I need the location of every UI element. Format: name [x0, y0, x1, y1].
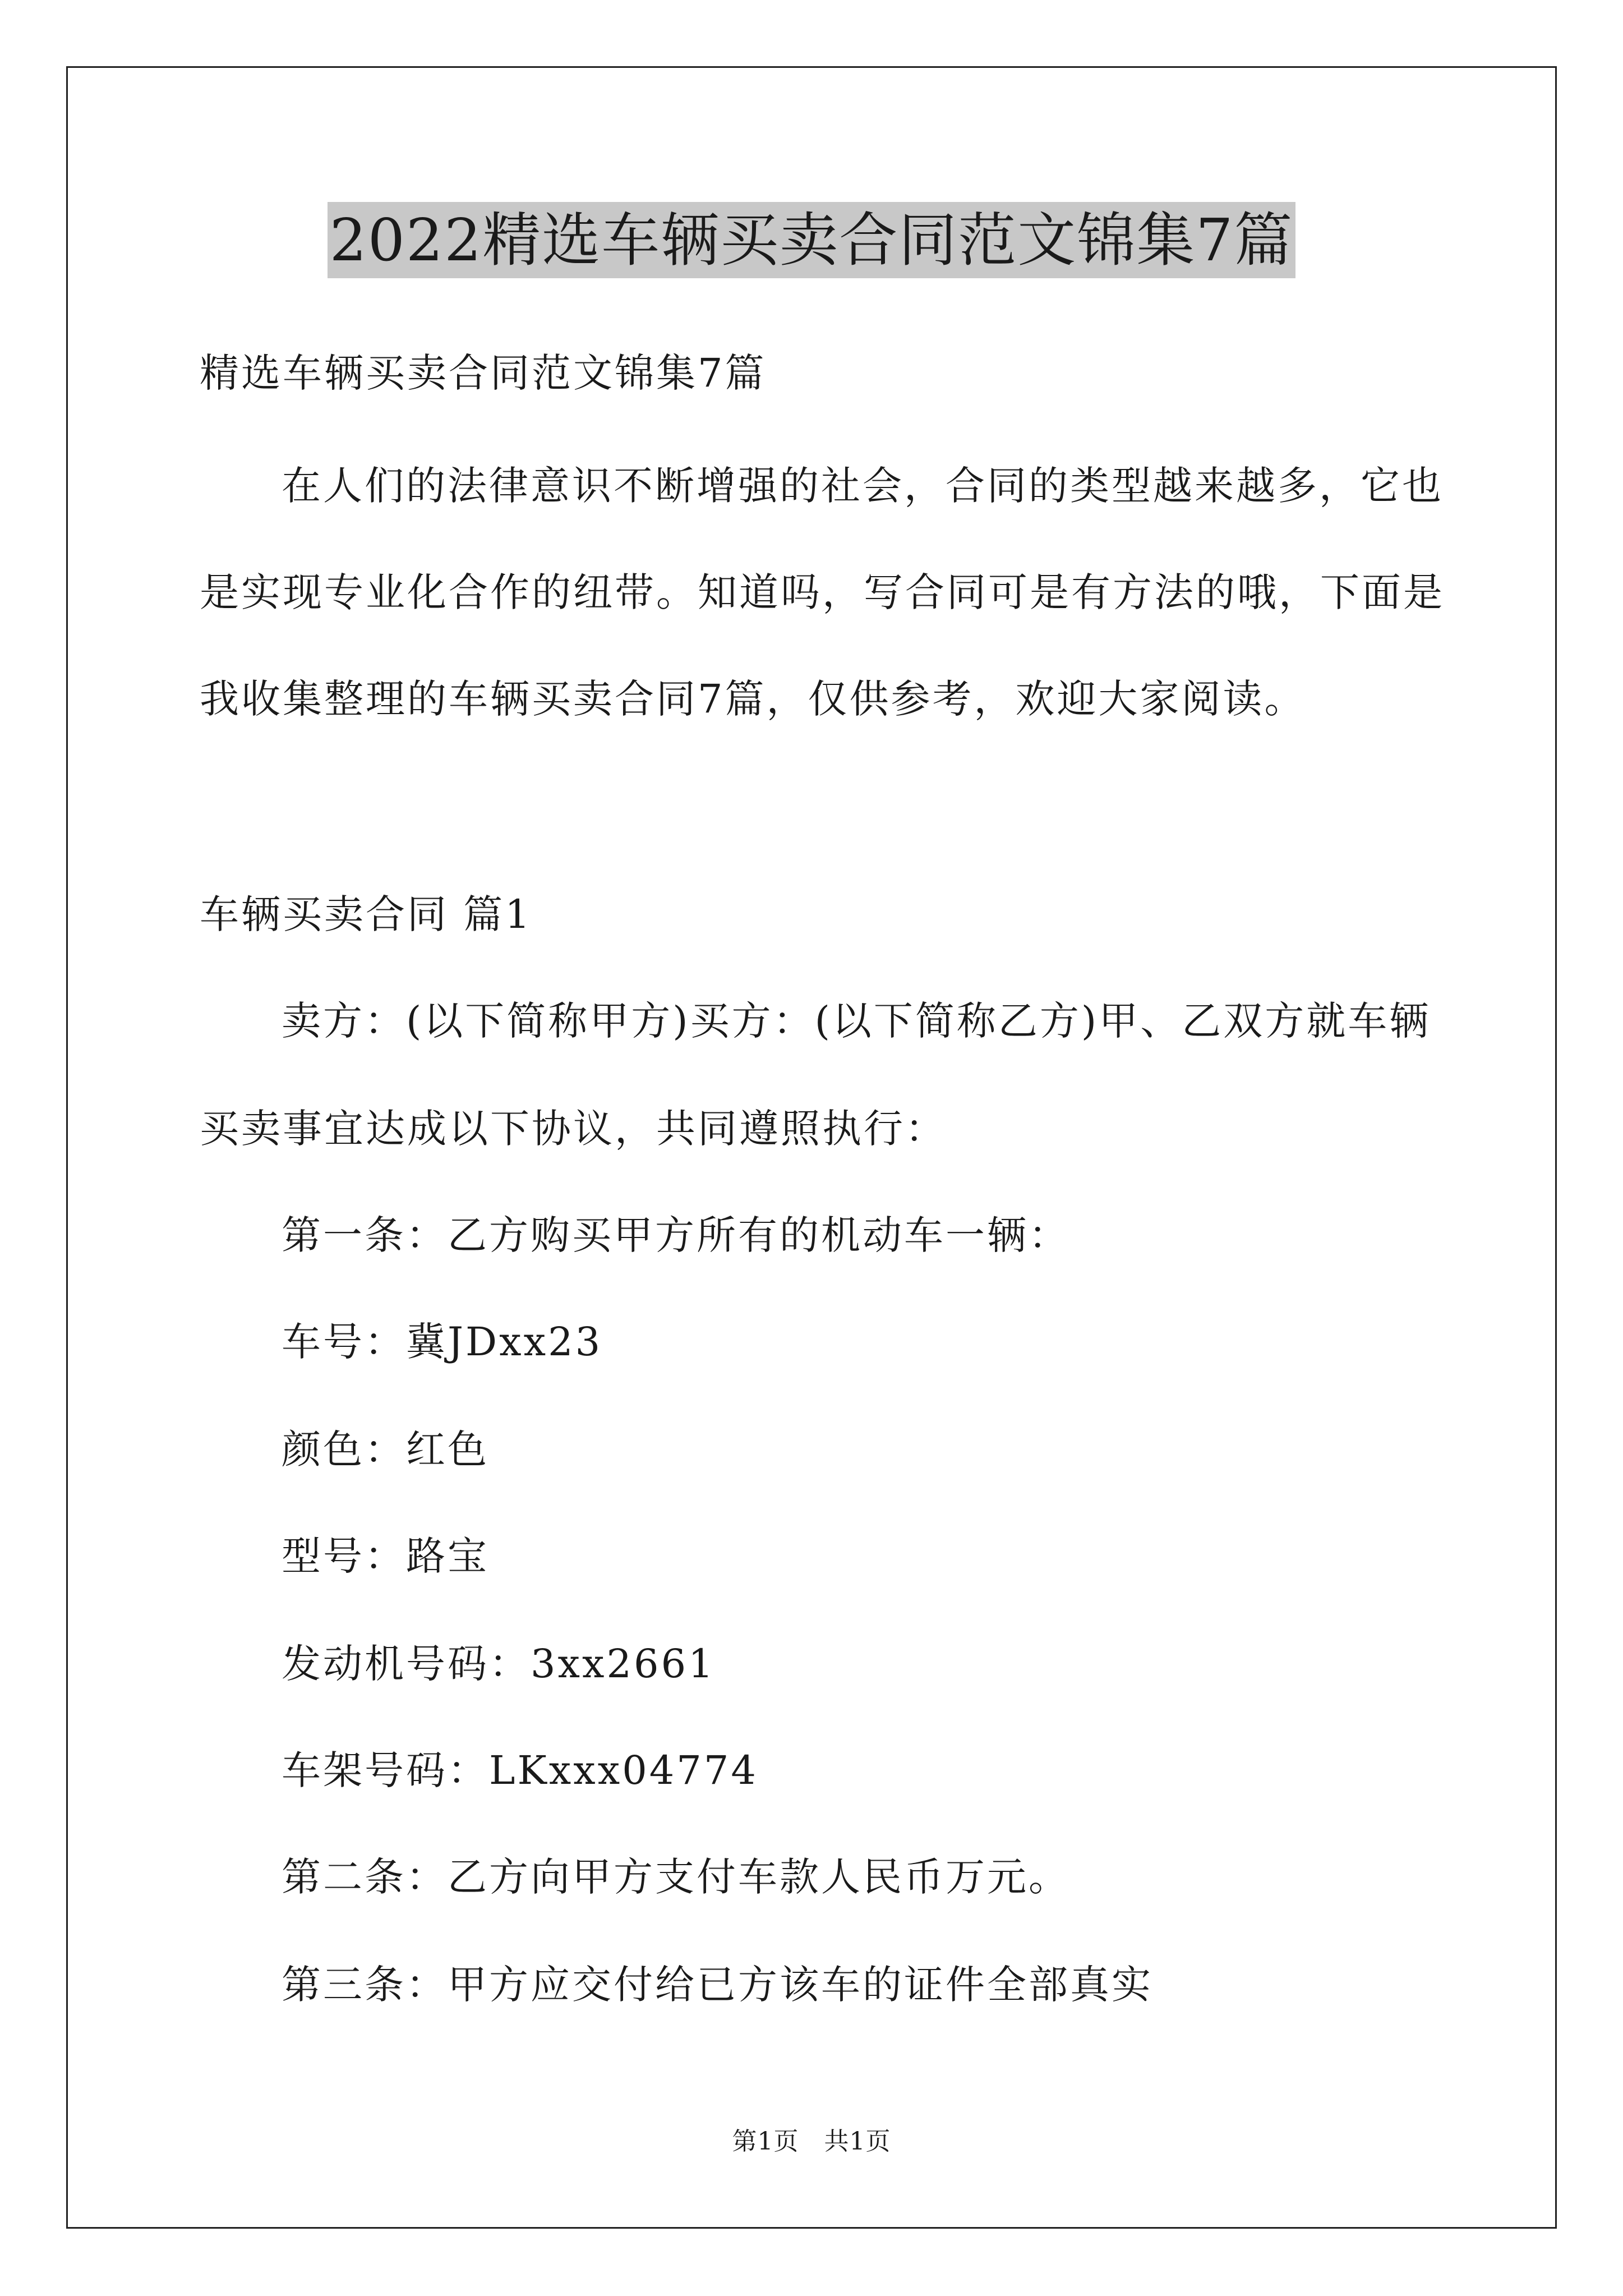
body-line-10: 第三条：甲方应交付给已方该车的证件全部真实: [282, 1962, 1153, 2008]
intro-line-3: 我收集整理的车辆买卖合同7篇，仅供参考，欢迎大家阅读。: [200, 676, 1306, 722]
body-line-2: 买卖事宜达成以下协议，共同遵照执行：: [200, 1106, 947, 1152]
body-line-6: 型号：路宝: [282, 1533, 489, 1579]
title-container: [0, 202, 1623, 278]
page-footer: 第1页 共1页: [732, 2127, 891, 2156]
body-line-1: 卖方：(以下简称甲方)买方：(以下简称乙方)甲、乙双方就车辆: [282, 998, 1431, 1044]
intro-line-2: 是实现专业化合作的纽带。知道吗，写合同可是有方法的哦，下面是: [200, 569, 1445, 615]
body-line-4: 车号：冀JDxx23: [282, 1319, 603, 1365]
body-line-7: 发动机号码：3xx2661: [282, 1641, 716, 1687]
intro-line-1: 在人们的法律意识不断增强的社会，合同的类型越来越多，它也: [282, 463, 1444, 509]
body-line-3: 第一条：乙方购买甲方所有的机动车一辆：: [282, 1212, 1070, 1258]
body-line-8: 车架号码：LKxxx04774: [282, 1747, 758, 1793]
document-subtitle: 精选车辆买卖合同范文锦集7篇: [200, 350, 767, 396]
body-line-5: 颜色：红色: [282, 1427, 489, 1473]
document-title: 2022精选车辆买卖合同范文锦集7篇: [328, 202, 1296, 278]
body-line-9: 第二条：乙方向甲方支付车款人民币万元。: [282, 1854, 1070, 1900]
section-heading: 车辆买卖合同 篇1: [200, 891, 532, 937]
